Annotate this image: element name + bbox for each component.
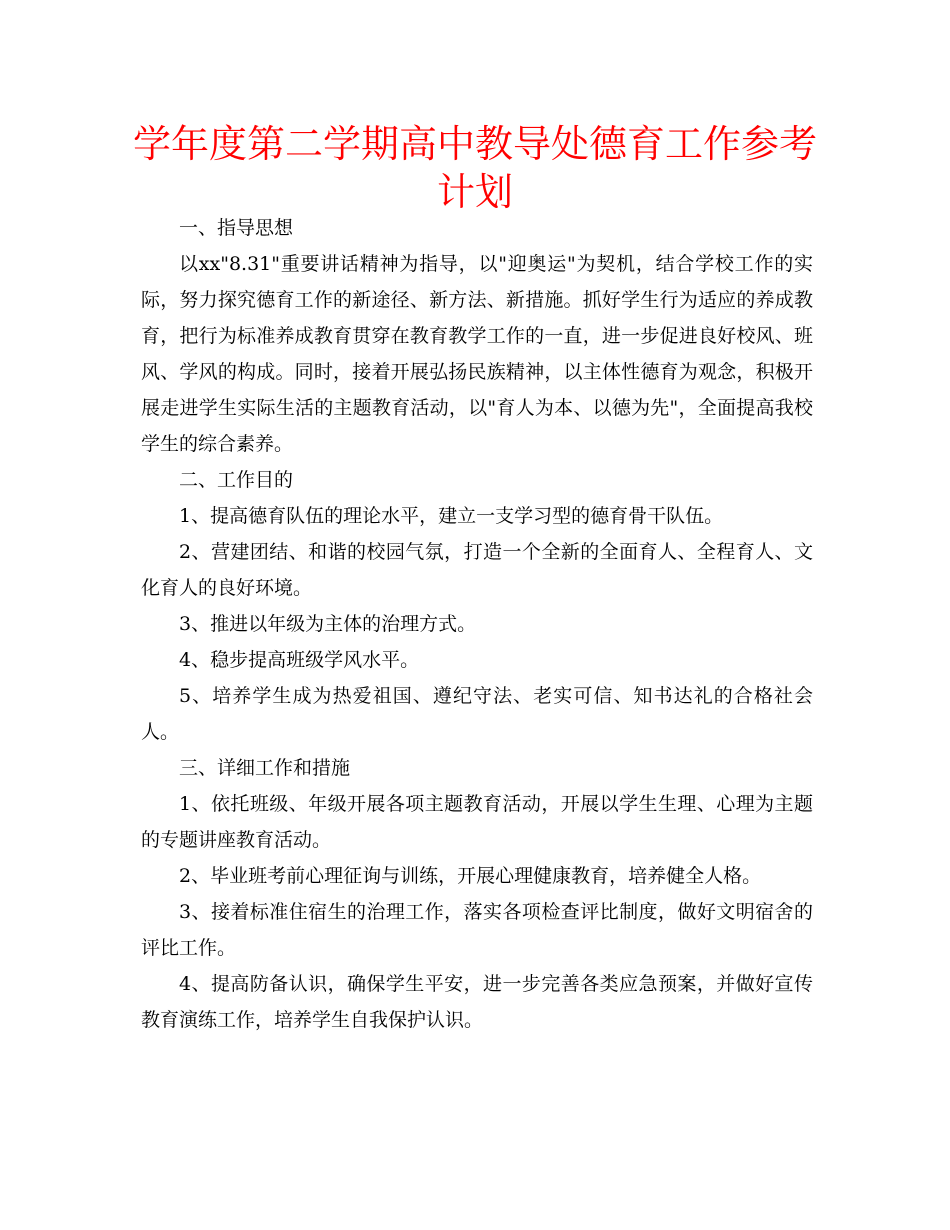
section-heading-work-goals: 二、工作目的 — [179, 469, 294, 491]
document-title: 学年度第二学期高中教导处德育工作参考计划 — [132, 122, 817, 214]
measure-item-4: 4、提高防备认识，确保学生平安，进一步完善各类应急预案，并做好宣传教育演练工作，培养学生自我保护认识。 — [141, 973, 813, 1031]
goal-item-1: 1、提高德育队伍的理论水平，建立一支学习型的德育骨干队伍。 — [179, 505, 724, 527]
measure-item-1: 1、依托班级、年级开展各项主题教育活动，开展以学生生理、心理为主题的专题讲座教育活动。 — [141, 793, 813, 851]
goal-item-5: 5、培养学生成为热爱祖国、遵纪守法、老实可信、知书达礼的合格社会人。 — [141, 685, 813, 743]
section-heading-measures: 三、详细工作和措施 — [179, 757, 351, 779]
paragraph-guiding-thought: 以xx"8.31"重要讲话精神为指导，以"迎奥运"为契机，结合学校工作的实际，努力探究德育工作的新途径、新方法、新措施。抓好学生行为适应的养成教育，把行为标准养成教育贯穿在教育教学工作的一直，进一步促进良好校风、班风、学风的构成。同时，接着开展弘扬民族精神，以主体性德育为观念，积极开展走进学生实际生活的主题教育活动，以"育人为本、以德为先"，全面提高我校学生的综合素养。 — [141, 253, 813, 455]
goal-item-2: 2、营建团结、和谐的校园气氛，打造一个全新的全面育人、全程育人、文化育人的良好环境。 — [141, 541, 813, 599]
document-body — [141, 210, 813, 1038]
section-heading-guiding-thought: 一、指导思想 — [179, 217, 294, 239]
measure-item-3: 3、接着标准住宿生的治理工作，落实各项检查评比制度，做好文明宿舍的评比工作。 — [141, 901, 813, 959]
goal-item-4: 4、稳步提高班级学风水平。 — [179, 649, 420, 671]
goal-item-3: 3、推进以年级为主体的治理方式。 — [179, 613, 477, 635]
measure-item-2: 2、毕业班考前心理征询与训练，开展心理健康教育，培养健全人格。 — [179, 865, 762, 887]
